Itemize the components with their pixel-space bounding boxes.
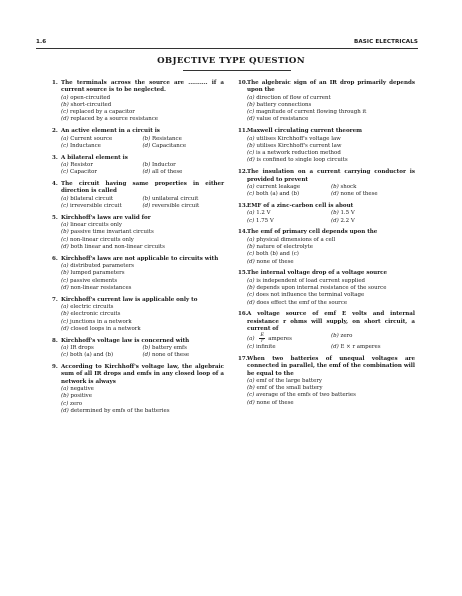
option-label: (b) [61, 229, 69, 236]
option-text: zero [70, 400, 82, 407]
option-label: (a) [247, 210, 255, 217]
question-option [61, 136, 143, 143]
option-row [61, 143, 224, 150]
question-text: The emf of primary cell depends upon the [247, 229, 378, 236]
option-text: non-linear circuits only [70, 236, 134, 243]
question-option [61, 278, 224, 285]
question-number: 17. [238, 356, 248, 362]
question-option [247, 344, 331, 351]
question-stem [52, 155, 224, 162]
option-label: (a) [61, 263, 69, 270]
option-label: (d) [61, 325, 69, 332]
question-number: 6. [52, 255, 58, 262]
question-option [247, 210, 331, 217]
question-text: The algebraic sign of an IR drop primarily depends upon the [247, 80, 415, 94]
option-text: magnitude of current flowing through it [256, 109, 367, 116]
option-text: non-linear resistances [70, 284, 132, 291]
question-options [247, 184, 415, 199]
option-text: replaced by a capacitor [70, 109, 135, 116]
option-text: emf of the small battery [256, 385, 323, 392]
option-row [247, 333, 415, 344]
question-number: 1. [52, 80, 58, 86]
option-label: (c) [61, 318, 69, 325]
option-label: (a) [247, 94, 255, 101]
question-stem [238, 128, 415, 135]
option-label: (c) [247, 344, 255, 351]
option-label: (b) [247, 284, 255, 291]
section-title: OBJECTIVE TYPE QUESTION [157, 56, 305, 66]
option-text: short-circuited [70, 101, 112, 108]
option-label: (b) [142, 135, 151, 142]
option-label: (d) [247, 299, 255, 306]
question-text: A bilateral element is [61, 154, 128, 161]
option-text: bilateral circuit [70, 195, 114, 202]
option-text: Inductor [151, 161, 176, 168]
option-text: 1.2 V [256, 210, 271, 217]
option-text: open-circuited [70, 94, 111, 101]
option-label: (a) [247, 277, 255, 284]
option-text: Resistance [151, 135, 182, 142]
question-option [247, 278, 415, 285]
question-stem [52, 128, 224, 135]
option-label: (b) [247, 101, 255, 108]
option-label: (c) [61, 400, 69, 407]
question-item [52, 364, 224, 415]
question-option [331, 210, 415, 217]
option-text: passive elements [70, 277, 118, 284]
question-text: Kirchhoff's laws are not applicable to circuits with [61, 255, 219, 262]
option-text: is confined to single loop circuits [256, 157, 348, 164]
option-label: (c) [61, 109, 69, 116]
option-label: (c) [61, 169, 69, 176]
option-label: (a) [61, 161, 69, 168]
question-option [247, 300, 415, 307]
option-text: utilises Kirchhoff's voltage law [256, 135, 341, 142]
option-label: (b) [331, 333, 339, 340]
option-label: (a) [61, 345, 69, 351]
question-option [61, 319, 224, 326]
option-text: does not influence the terminal voltage [256, 292, 365, 299]
option-text: value of resistance [256, 116, 309, 123]
question-option [61, 116, 224, 123]
question-option [61, 229, 224, 236]
question-text: Maxwell circulating current theorem [247, 128, 362, 135]
option-text: none of these [256, 399, 294, 406]
option-row [61, 352, 224, 359]
option-label: (d) [331, 344, 339, 351]
question-item [52, 128, 224, 150]
question-text: When two batteries of unequal voltages are connected in parallel, the emf of the combination will be equal to the [247, 356, 415, 377]
option-text: none of these [256, 258, 294, 265]
option-label: (a) [61, 195, 69, 202]
option-text: passive time invariant circuits [70, 229, 154, 236]
question-item [52, 297, 224, 333]
option-text: electronic circuits [70, 311, 121, 318]
question-number: 9. [52, 364, 58, 371]
question-option [247, 333, 331, 344]
question-option [61, 270, 224, 277]
option-label: (d) [247, 399, 255, 406]
option-label: (d) [331, 191, 339, 198]
option-text: is independent of load current supplied [256, 277, 366, 284]
question-stem [52, 181, 224, 196]
header-rule [36, 48, 418, 49]
option-label: (a) [61, 94, 69, 101]
option-label: (c) [61, 352, 69, 359]
question-stem [238, 356, 415, 378]
option-row [61, 203, 224, 210]
question-item [238, 229, 415, 265]
question-stem [52, 80, 224, 95]
question-option [61, 285, 224, 292]
question-number: 12. [238, 169, 248, 176]
option-label: (b) [142, 161, 151, 168]
question-option [331, 191, 415, 198]
question-stem [52, 338, 224, 345]
option-text: irreversible circuit [70, 202, 122, 209]
option-text: determined by emfs of the batteries [70, 407, 170, 414]
question-option [247, 251, 415, 258]
question-item [238, 169, 415, 198]
question-options [61, 196, 224, 211]
question-option [61, 203, 143, 210]
question-text: The terminals across the source are .......... if a current source is to be neglected. [61, 80, 224, 94]
option-text: current leakage [256, 183, 301, 190]
option-label: (d) [142, 202, 151, 209]
option-label: (b) [247, 142, 255, 149]
question-item [238, 356, 415, 407]
option-row [247, 344, 415, 351]
option-text: 2.2 V [340, 217, 355, 224]
question-options [61, 222, 224, 251]
option-text: Capacitor [70, 169, 97, 176]
option-text: E × r amperes [340, 344, 381, 351]
option-row [247, 210, 415, 217]
running-header: BASIC ELECTRICALS [354, 39, 418, 45]
question-option [247, 392, 415, 399]
question-stem [52, 297, 224, 304]
question-option [61, 237, 224, 244]
question-text: The internal voltage drop of a voltage source [247, 270, 388, 277]
option-label: (c) [247, 150, 255, 157]
option-text: utilises Kirchhoff's current law [256, 142, 342, 149]
option-text: battery emfs [151, 345, 187, 351]
question-option [61, 244, 224, 251]
option-text: negative [70, 385, 94, 392]
question-option [247, 157, 415, 164]
question-number: 2. [52, 128, 58, 135]
option-label: (a) [247, 183, 255, 190]
option-label: (d) [61, 407, 69, 414]
question-stem [238, 80, 415, 95]
question-number: 8. [52, 337, 58, 344]
question-option [331, 333, 415, 344]
question-stem [238, 311, 415, 333]
question-option [61, 326, 224, 333]
option-label: (a) [61, 385, 69, 392]
question-text: Kirchhoff's voltage law is concerned with [61, 337, 190, 344]
question-option [247, 218, 331, 225]
option-label: (b) [247, 385, 255, 392]
option-label: (a) [247, 236, 255, 243]
question-text: According to Kirchhoff's voltage law, the algebraic sum of all IR drops and emfs in any closed loop of a network is always [61, 364, 224, 385]
question-number: 13. [238, 202, 248, 209]
option-label: (d) [142, 169, 151, 176]
option-label: (c) [247, 109, 255, 116]
right-column [238, 80, 415, 412]
option-text: all of these [151, 169, 183, 176]
option-text: reversible circuit [151, 202, 200, 209]
option-label: (d) [247, 116, 255, 123]
option-text: both (b) and (c) [256, 251, 299, 258]
option-text: average of the emfs of two batteries [256, 392, 356, 399]
fraction-numerator: E [260, 332, 265, 339]
option-label: (c) [247, 251, 255, 258]
option-text: shock [340, 183, 357, 190]
option-label: (c) [247, 217, 255, 224]
question-option [61, 143, 143, 150]
question-text: Kirchhoff's current law is applicable only to [61, 296, 198, 303]
question-item [52, 80, 224, 124]
question-options [61, 95, 224, 124]
option-text: Resistor [70, 161, 93, 168]
option-text: lumped parameters [70, 270, 125, 277]
option-label: (b) [142, 345, 151, 351]
option-text: is a network reduction method [256, 150, 341, 157]
option-text: both linear and non-linear circuits [70, 243, 165, 250]
question-option [143, 203, 225, 210]
question-option [61, 408, 224, 415]
option-text: replaced by a source resistance [70, 116, 158, 123]
question-option [61, 169, 143, 176]
option-label: (b) [61, 393, 69, 400]
question-options [247, 378, 415, 407]
option-label: (c) [61, 277, 69, 284]
option-text: battery connections [256, 101, 312, 108]
question-item [52, 338, 224, 360]
question-item [238, 80, 415, 124]
option-label: (c) [247, 392, 255, 399]
question-item [52, 215, 224, 251]
question-option [143, 136, 225, 143]
question-stem [52, 364, 224, 386]
option-text: electric circuits [70, 304, 114, 311]
option-label: (c) [247, 191, 255, 198]
question-text: The circuit having same properties in either direction is called [61, 181, 224, 195]
option-text: both (a) and (b) [70, 352, 114, 359]
question-number: 15. [238, 270, 248, 277]
option-text: nature of electrolyte [256, 243, 313, 250]
option-label: (a) [247, 336, 255, 343]
question-option [61, 196, 143, 203]
option-text: emf of the large battery [256, 377, 322, 384]
fraction-denominator: r [261, 338, 264, 345]
option-text: 1.75 V [256, 217, 274, 224]
question-options [247, 278, 415, 307]
option-label: (c) [61, 202, 69, 209]
option-label: (a) [61, 135, 69, 142]
option-text: Inductance [70, 142, 101, 149]
question-text: Kirchhoff's laws are valid for [61, 214, 151, 221]
question-options [247, 210, 415, 225]
left-column [52, 80, 224, 420]
option-row [247, 218, 415, 225]
question-option [331, 218, 415, 225]
option-text: both (a) and (b) [256, 191, 300, 198]
question-number: 14. [238, 229, 248, 236]
option-label: (c) [247, 292, 255, 299]
option-text: IR drops [70, 345, 94, 351]
question-item [238, 270, 415, 306]
question-option [143, 169, 225, 176]
option-label: (c) [61, 236, 69, 243]
option-label: (b) [331, 210, 339, 217]
option-label: (a) [61, 304, 69, 311]
question-options [247, 95, 415, 124]
option-row [61, 169, 224, 176]
option-label: (d) [247, 258, 255, 265]
question-text: A voltage source of emf E volts and internal resistance r ohms will supply, on short circuit, a current of [247, 311, 415, 332]
option-text: none of these [151, 352, 190, 359]
option-text: linear circuits only [70, 222, 122, 229]
question-options [247, 333, 415, 351]
option-label: (d) [61, 284, 69, 291]
question-stem [238, 229, 415, 236]
question-text: An active element in a circuit is [61, 128, 160, 135]
question-option [247, 95, 415, 102]
question-options [61, 162, 224, 177]
option-text: 1.5 V [340, 210, 355, 217]
question-option [61, 311, 224, 318]
question-options [61, 304, 224, 333]
option-text: physical dimensions of a cell [256, 236, 336, 243]
question-option [331, 344, 415, 351]
option-label: (d) [142, 142, 151, 149]
question-option [247, 292, 415, 299]
option-text: direction of flow of current [256, 94, 331, 101]
question-text: EMF of a zinc-carbon cell is about [247, 202, 354, 209]
question-option [61, 352, 143, 359]
question-option [247, 191, 331, 198]
question-item [238, 311, 415, 351]
option-label: (d) [142, 352, 151, 359]
option-label: (b) [61, 101, 69, 108]
question-option [61, 95, 224, 102]
question-option [143, 196, 225, 203]
question-option [61, 401, 224, 408]
question-number: 5. [52, 214, 58, 221]
option-label: (d) [61, 243, 69, 250]
option-label: (b) [247, 243, 255, 250]
option-row [61, 196, 224, 203]
question-options [247, 136, 415, 165]
option-label: (b) [142, 195, 151, 202]
fraction [259, 333, 265, 344]
option-text: does effect the emf of the source [256, 299, 348, 306]
option-label: (d) [61, 116, 69, 123]
option-row [61, 136, 224, 143]
title-underline [183, 70, 291, 71]
option-text: none of these [340, 191, 378, 198]
question-item [52, 256, 224, 292]
question-item [238, 128, 415, 164]
question-number: 7. [52, 296, 58, 303]
question-options [247, 237, 415, 266]
question-option [247, 136, 415, 143]
option-text: closed loops in a network [70, 325, 141, 332]
question-item [238, 203, 415, 225]
question-stem [52, 256, 224, 263]
option-label: (b) [331, 183, 339, 190]
question-options [61, 345, 224, 360]
option-text: Capacitance [151, 142, 187, 149]
option-label: (a) [247, 377, 255, 384]
question-option [247, 116, 415, 123]
question-number: 4. [52, 181, 58, 188]
option-text: junctions in a network [70, 318, 132, 325]
option-text: unilateral circuit [151, 195, 199, 202]
option-label: (c) [61, 142, 69, 149]
question-option [247, 259, 415, 266]
option-label: (a) [61, 222, 69, 229]
option-text: positive [70, 393, 92, 400]
option-label: (b) [61, 311, 69, 318]
question-stem [238, 169, 415, 184]
option-label: (a) [247, 135, 255, 142]
question-option [247, 237, 415, 244]
question-item [52, 155, 224, 177]
question-option [247, 400, 415, 407]
question-options [61, 386, 224, 415]
option-text: depends upon internal resistance of the source [256, 284, 387, 291]
question-number: 3. [52, 154, 58, 161]
option-label: (d) [331, 217, 339, 224]
option-row [247, 191, 415, 198]
question-option [61, 393, 224, 400]
option-label: (b) [61, 270, 69, 277]
question-option [143, 352, 225, 359]
question-stem [238, 270, 415, 277]
question-text: The insulation on a current carrying conductor is provided to prevent [247, 169, 415, 183]
question-option [143, 143, 225, 150]
question-stem [52, 215, 224, 222]
question-number: 11. [238, 128, 248, 135]
question-number: 10. [238, 80, 248, 86]
option-text: zero [340, 333, 353, 340]
page-number: 1.6 [36, 39, 47, 45]
question-options [61, 263, 224, 292]
option-text: Current source [70, 135, 113, 142]
option-text: distributed parameters [70, 263, 135, 270]
question-item [52, 181, 224, 210]
option-text: amperes [268, 336, 292, 343]
question-options [61, 136, 224, 151]
option-text: infinite [256, 344, 276, 351]
option-label: (d) [247, 157, 255, 164]
question-number: 16. [238, 311, 248, 318]
